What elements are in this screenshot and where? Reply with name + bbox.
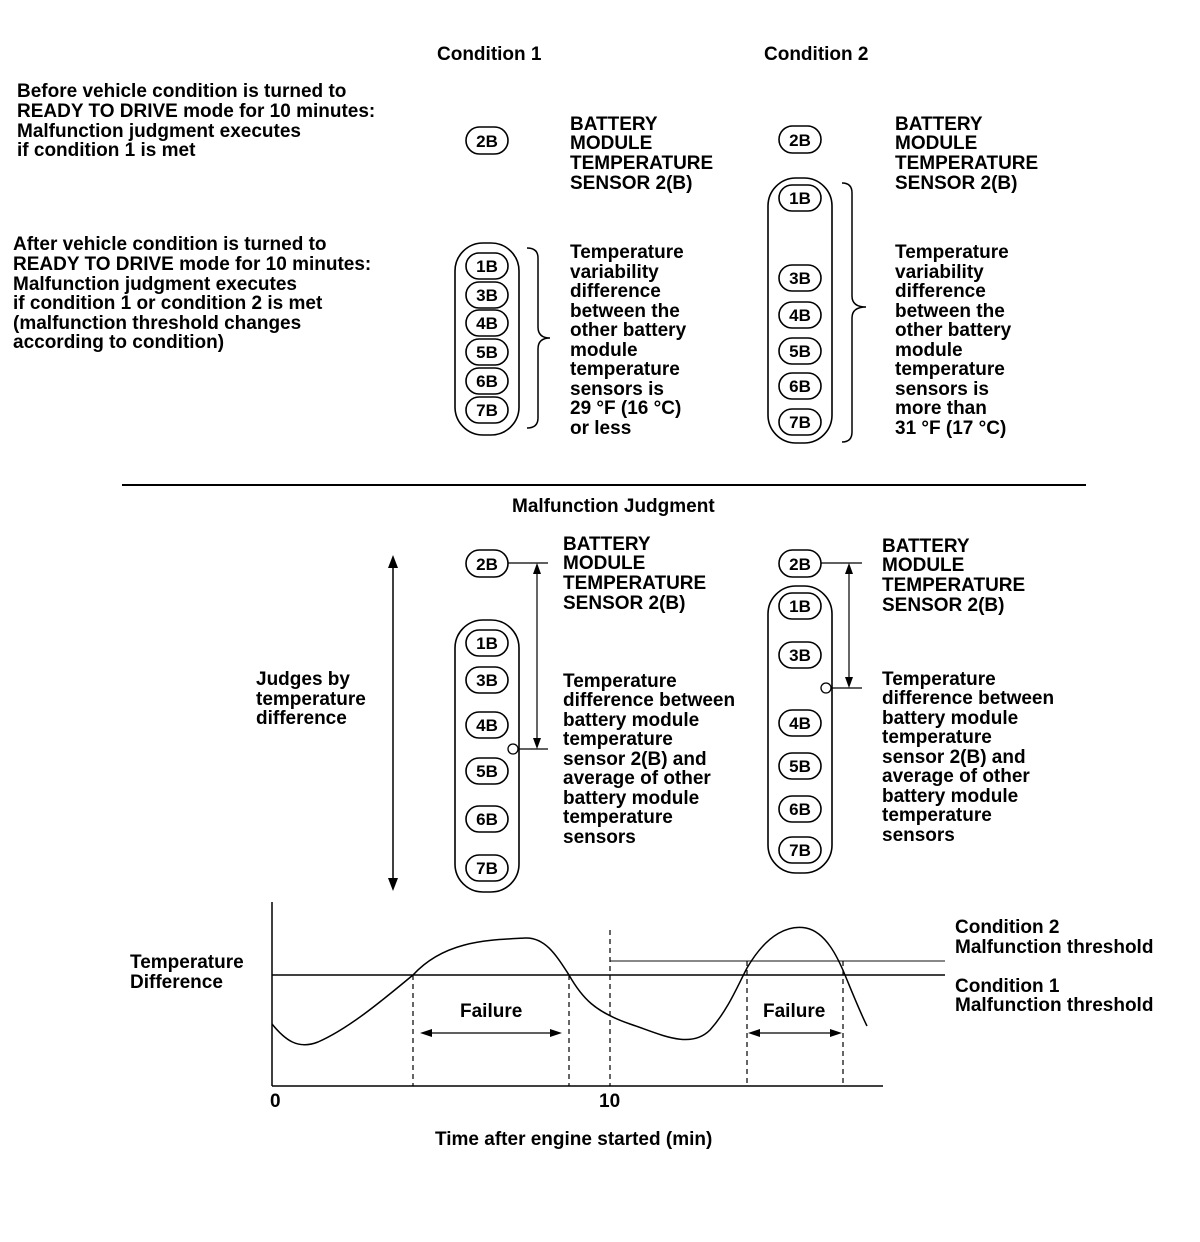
svg-text:TEMPERATURE: TEMPERATURE bbox=[570, 153, 714, 174]
svg-text:difference between: difference between bbox=[563, 690, 736, 711]
svg-text:battery module: battery module bbox=[563, 710, 700, 731]
before-note-line: READY TO DRIVE mode for 10 minutes: bbox=[17, 101, 376, 122]
judgment1-sensor-group bbox=[455, 620, 519, 892]
svg-text:MODULE: MODULE bbox=[563, 553, 646, 574]
condition2-sensor-4b bbox=[779, 302, 821, 328]
svg-text:difference: difference bbox=[895, 281, 986, 302]
condition1-sensor-5b bbox=[466, 339, 508, 365]
svg-text:Temperature: Temperature bbox=[882, 669, 996, 690]
judges-vertical-arrow bbox=[388, 555, 398, 891]
svg-text:3B: 3B bbox=[789, 646, 811, 665]
svg-text:1B: 1B bbox=[476, 634, 498, 653]
svg-text:4B: 4B bbox=[476, 716, 498, 735]
before-note-line: if condition 1 is met bbox=[17, 140, 196, 161]
condition1-battery-sensor-label bbox=[570, 114, 713, 194]
condition1-sensor-1b bbox=[466, 253, 508, 279]
svg-text:6B: 6B bbox=[789, 377, 811, 396]
judgment1-sensor-6b bbox=[466, 806, 508, 832]
svg-text:Malfunction threshold: Malfunction threshold bbox=[955, 937, 1154, 958]
svg-text:TemperatureDifference: Temperature Difference bbox=[130, 952, 244, 993]
svg-text:3B: 3B bbox=[476, 286, 498, 305]
judgment2-sensor-1b bbox=[779, 593, 821, 619]
judgment1-sensor-3b bbox=[466, 667, 508, 693]
svg-text:sensor 2(B) and: sensor 2(B) and bbox=[563, 749, 707, 770]
svg-text:TEMPERATURE: TEMPERATURE bbox=[882, 575, 1026, 596]
after-note-line: if condition 1 or condition 2 is met bbox=[13, 293, 323, 314]
judgment2-average-marker bbox=[821, 683, 831, 693]
condition1-sensor-4b bbox=[466, 310, 508, 336]
svg-text:BATTERY: BATTERY bbox=[895, 114, 983, 135]
judgment1-average-marker bbox=[508, 744, 518, 754]
svg-text:battery module: battery module bbox=[563, 788, 700, 809]
condition2-brace bbox=[842, 183, 866, 442]
svg-text:more than: more than bbox=[895, 398, 987, 419]
svg-text:temperature: temperature bbox=[256, 689, 366, 710]
judgment2-sensor-7b bbox=[779, 837, 821, 863]
condition1-brace bbox=[527, 248, 550, 428]
chart-x-tick-0: 0 bbox=[270, 1091, 281, 1112]
svg-text:sensors is: sensors is bbox=[570, 379, 664, 400]
svg-text:Malfunction threshold: Malfunction threshold bbox=[955, 995, 1154, 1016]
judgment1-difference-description bbox=[563, 671, 735, 848]
svg-text:6B: 6B bbox=[789, 800, 811, 819]
svg-text:temperature: temperature bbox=[895, 359, 1005, 380]
condition2-battery-sensor-label bbox=[895, 114, 1038, 194]
svg-text:BATTERY: BATTERY bbox=[570, 114, 658, 135]
svg-text:variability: variability bbox=[895, 262, 984, 283]
failure2-label: Failure bbox=[763, 1001, 826, 1022]
svg-text:Temperature: Temperature bbox=[895, 242, 1009, 263]
svg-text:Temperature: Temperature bbox=[563, 671, 677, 692]
svg-text:7B: 7B bbox=[476, 401, 498, 420]
condition2-sensor-2b bbox=[779, 126, 821, 153]
condition1-sensor-3b bbox=[466, 282, 508, 308]
svg-text:2B: 2B bbox=[789, 555, 811, 574]
malfunction-judgment-header: Malfunction Judgment bbox=[512, 496, 715, 517]
judgment2-battery-sensor-label bbox=[882, 536, 1025, 616]
after-note-line: After vehicle condition is turned to bbox=[13, 234, 327, 255]
svg-text:sensors is: sensors is bbox=[895, 379, 989, 400]
before-note-line: Malfunction judgment executes bbox=[17, 121, 301, 142]
svg-text:TEMPERATURE: TEMPERATURE bbox=[895, 153, 1039, 174]
condition1-threshold-label bbox=[955, 976, 1153, 1016]
condition2-description bbox=[895, 242, 1012, 439]
svg-text:sensor 2(B) and: sensor 2(B) and bbox=[882, 747, 1026, 768]
svg-text:Condition 2: Condition 2 bbox=[955, 917, 1060, 938]
svg-text:2B: 2B bbox=[476, 555, 498, 574]
svg-text:Judges by: Judges by bbox=[256, 669, 350, 690]
svg-text:SENSOR 2(B): SENSOR 2(B) bbox=[563, 593, 686, 614]
condition2-header: Condition 2 bbox=[764, 44, 869, 65]
svg-text:1B: 1B bbox=[789, 189, 811, 208]
condition2-sensor-7b bbox=[779, 409, 821, 435]
svg-text:other battery: other battery bbox=[895, 320, 1012, 341]
svg-text:7B: 7B bbox=[789, 841, 811, 860]
svg-text:29 °F (16 °C): 29 °F (16 °C) bbox=[570, 398, 682, 419]
condition1-sensor-7b bbox=[466, 397, 508, 423]
svg-text:5B: 5B bbox=[476, 343, 498, 362]
after-note-line: according to condition) bbox=[13, 332, 225, 353]
svg-text:4B: 4B bbox=[476, 314, 498, 333]
before-note bbox=[17, 81, 375, 161]
svg-text:Condition 1: Condition 1 bbox=[955, 976, 1060, 997]
svg-text:31 °F (17 °C): 31 °F (17 °C) bbox=[895, 418, 1007, 439]
svg-text:module: module bbox=[570, 340, 638, 361]
svg-text:temperature: temperature bbox=[563, 807, 673, 828]
svg-text:1B: 1B bbox=[789, 597, 811, 616]
svg-text:SENSOR 2(B): SENSOR 2(B) bbox=[882, 595, 1005, 616]
svg-text:BATTERY: BATTERY bbox=[563, 534, 651, 555]
svg-text:MODULE: MODULE bbox=[895, 133, 978, 154]
judgment2-difference-description bbox=[882, 669, 1054, 846]
judgment1-sensor-5b bbox=[466, 758, 508, 784]
svg-text:difference between: difference between bbox=[882, 688, 1055, 709]
before-note-line: Before vehicle condition is turned to bbox=[17, 81, 347, 102]
svg-text:battery module: battery module bbox=[882, 786, 1019, 807]
svg-text:4B: 4B bbox=[789, 714, 811, 733]
svg-text:3B: 3B bbox=[789, 269, 811, 288]
svg-text:5B: 5B bbox=[789, 757, 811, 776]
judgment1-sensor-2b bbox=[466, 550, 508, 577]
chart-y-label bbox=[130, 952, 244, 993]
svg-text:SENSOR 2(B): SENSOR 2(B) bbox=[570, 173, 693, 194]
condition2-sensor-6b bbox=[779, 373, 821, 399]
condition2-sensor-1b bbox=[779, 185, 821, 211]
svg-text:other battery: other battery bbox=[570, 320, 687, 341]
condition2-sensor-3b bbox=[779, 265, 821, 291]
svg-text:temperature: temperature bbox=[570, 359, 680, 380]
svg-text:BATTERY: BATTERY bbox=[882, 536, 970, 557]
svg-text:difference: difference bbox=[570, 281, 661, 302]
svg-text:average of other: average of other bbox=[882, 766, 1030, 787]
judgment1-sensor-7b bbox=[466, 855, 508, 881]
condition1-sensor-2b bbox=[466, 127, 508, 154]
svg-text:2B: 2B bbox=[476, 132, 498, 151]
after-note-line: Malfunction judgment executes bbox=[13, 274, 297, 295]
condition1-description bbox=[570, 242, 687, 439]
judgment2-sensor-4b bbox=[779, 710, 821, 736]
failure1-label: Failure bbox=[460, 1001, 523, 1022]
svg-text:or less: or less bbox=[570, 418, 632, 439]
svg-text:temperature: temperature bbox=[882, 805, 992, 826]
condition1-sensor-6b bbox=[466, 368, 508, 394]
judgment1-sensor-1b bbox=[466, 630, 508, 656]
svg-text:6B: 6B bbox=[476, 372, 498, 391]
svg-text:5B: 5B bbox=[789, 342, 811, 361]
chart-x-label: Time after engine started (min) bbox=[435, 1129, 713, 1150]
judgment2-sensor-2b bbox=[779, 550, 821, 577]
svg-text:average of other: average of other bbox=[563, 768, 711, 789]
svg-text:5B: 5B bbox=[476, 762, 498, 781]
svg-text:variability: variability bbox=[570, 262, 659, 283]
failure2-arrow bbox=[748, 1029, 842, 1037]
condition1-header: Condition 1 bbox=[437, 44, 542, 65]
svg-text:MODULE: MODULE bbox=[570, 133, 653, 154]
svg-text:temperature: temperature bbox=[563, 729, 673, 750]
judgment1-difference-arrow bbox=[533, 563, 541, 749]
svg-text:TEMPERATURE: TEMPERATURE bbox=[563, 573, 707, 594]
judgment2-difference-arrow bbox=[845, 563, 853, 688]
svg-text:battery module: battery module bbox=[882, 708, 1019, 729]
chart-x-tick-10: 10 bbox=[599, 1091, 621, 1112]
judgment2-sensor-5b bbox=[779, 753, 821, 779]
failure1-arrow bbox=[420, 1029, 562, 1037]
judgment1-sensor-4b bbox=[466, 712, 508, 738]
svg-text:2B: 2B bbox=[789, 131, 811, 150]
condition2-sensor-5b bbox=[779, 338, 821, 364]
temperature-chart bbox=[130, 902, 1153, 1150]
after-note-line: (malfunction threshold changes bbox=[13, 313, 302, 334]
svg-text:module: module bbox=[895, 340, 963, 361]
svg-text:difference: difference bbox=[256, 708, 347, 729]
svg-text:between the: between the bbox=[570, 301, 680, 322]
svg-text:7B: 7B bbox=[789, 413, 811, 432]
svg-text:sensors: sensors bbox=[563, 827, 636, 848]
svg-text:Temperature: Temperature bbox=[570, 242, 684, 263]
svg-text:between the: between the bbox=[895, 301, 1005, 322]
svg-text:MODULE: MODULE bbox=[882, 555, 965, 576]
svg-text:6B: 6B bbox=[476, 810, 498, 829]
condition2-threshold-label bbox=[955, 917, 1153, 958]
svg-text:1B: 1B bbox=[476, 257, 498, 276]
judgment2-sensor-6b bbox=[779, 796, 821, 822]
judgment1-battery-sensor-label bbox=[563, 534, 706, 614]
svg-text:sensors: sensors bbox=[882, 825, 955, 846]
svg-text:3B: 3B bbox=[476, 671, 498, 690]
svg-text:temperature: temperature bbox=[882, 727, 992, 748]
judgment2-sensor-3b bbox=[779, 642, 821, 668]
judges-label bbox=[256, 669, 366, 729]
after-note bbox=[13, 234, 371, 353]
after-note-line: READY TO DRIVE mode for 10 minutes: bbox=[13, 254, 372, 275]
svg-text:SENSOR 2(B): SENSOR 2(B) bbox=[895, 173, 1018, 194]
svg-text:7B: 7B bbox=[476, 859, 498, 878]
svg-text:4B: 4B bbox=[789, 306, 811, 325]
